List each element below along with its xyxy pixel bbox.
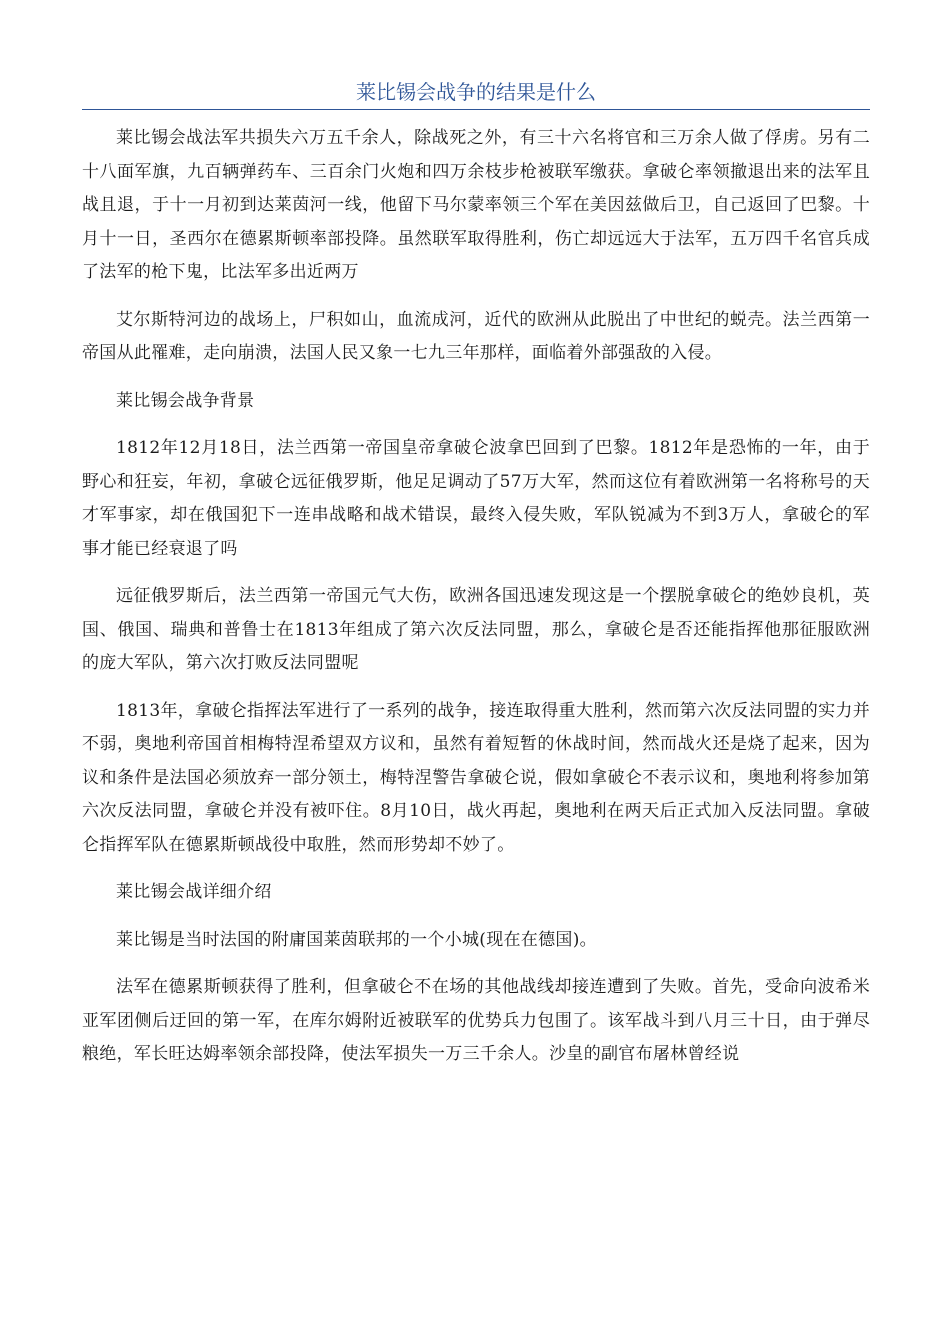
paragraph: 艾尔斯特河边的战场上，尸积如山，血流成河，近代的欧洲从此脱出了中世纪的蜕壳。法兰西第一帝国从此罹难，走向崩溃，法国人民又象一七九三年那样，面临着外部强敌的入侵。 [82, 309, 870, 363]
paragraph: 法军在德累斯顿获得了胜利，但拿破仑不在场的其他战线却接连遭到了失败。首先，受命向波希米亚军团侧后迂回的第一军，在库尔姆附近被联军的优势兵力包围了。该军战斗到八月三十日，由于弹尽粮绝，军长旺达姆率领余部投降，使法军损失一万三千余人。沙皇的副官布屠林曾经说 [82, 977, 870, 1064]
document-page [82, 78, 870, 1086]
paragraph: 1812年12月18日，法兰西第一帝国皇帝拿破仑波拿巴回到了巴黎。1812年是恐怖的一年，由于野心和狂妄，年初，拿破仑远征俄罗斯，他足足调动了57万大军，然而这位有着欧洲第一名将称号的天才军事家，却在俄国犯下一连串战略和战术错误，最终入侵失败，军队锐减为不到3万人，拿破仑的军事才能已经衰退了吗 [82, 438, 870, 559]
page-title: 莱比锡会战争的结果是什么 [82, 78, 870, 110]
section-heading: 莱比锡会战争背景 [116, 390, 255, 411]
section-heading: 莱比锡会战详细介绍 [116, 882, 272, 902]
paragraph: 莱比锡会战法军共损失六万五千余人，除战死之外，有三十六名将官和三万余人做了俘虏。另有二十八面军旗，九百辆弹药车、三百余门火炮和四万余枝步枪被联军缴获。拿破仑率领撤退出来的法军且战且退，于十一月初到达莱茵河一线，他留下马尔蒙率领三个军在美因兹做后卫，自己返回了巴黎。十月十一日，圣西尔在德累斯顿率部投降。虽然联军取得胜利，伤亡却远远大于法军，五万四千名官兵成了法军的枪下鬼，比法军多出近两万 [82, 128, 870, 282]
paragraph: 莱比锡是当时法国的附庸国莱茵联邦的一个小城(现在在德国)。 [116, 929, 597, 950]
paragraph: 1813年，拿破仑指挥法军进行了一系列的战争，接连取得重大胜利，然而第六次反法同盟的实力并不弱，奥地利帝国首相梅特涅希望双方议和，虽然有着短暂的休战时间，然而战火还是烧了起来，因为议和条件是法国必须放弃一部分领土，梅特涅警告拿破仑说，假如拿破仑不表示议和，奥地利将参加第六次反法同盟，拿破仑并没有被吓住。8月10日，战火再起，奥地利在两天后正式加入反法同盟。拿破仑指挥军队在德累斯顿战役中取胜，然而形势却不妙了。 [82, 700, 870, 855]
paragraph: 远征俄罗斯后，法兰西第一帝国元气大伤，欧洲各国迅速发现这是一个摆脱拿破仑的绝妙良机，英国、俄国、瑞典和普鲁士在1813年组成了第六次反法同盟，那么，拿破仑是否还能指挥他那征服欧洲的庞大军队，第六次打败反法同盟呢 [82, 586, 870, 673]
